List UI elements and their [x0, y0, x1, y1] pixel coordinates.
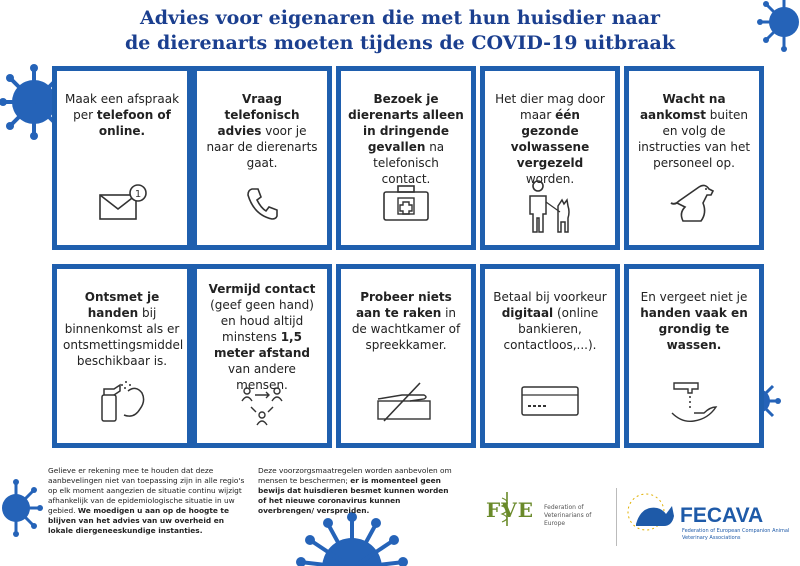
card-text: En vergeet niet je: [640, 290, 748, 304]
virus-icon: [754, 0, 800, 58]
footer-text: Gelieve er rekening mee te houden dat deze aanbevelingen niet van toepassing zijn in alle regio's op elk moment aangezien de situatie continu wijzigt afhankelijk van de epidemiologische situatie in uw gebied.: [48, 466, 245, 515]
card-text-bold: Bezoek je dierenarts alleen in dringende gevallen: [348, 92, 464, 154]
advice-card-urgent-only: [336, 66, 476, 250]
card-text: (geef geen hand) en houd altijd minstens: [210, 298, 314, 344]
credit-card-icon: [520, 383, 580, 419]
footer-text-bold: er is momenteel geen bewijs dat huisdieren besmet kunnen worden of het nieuwe coronavirus kunnen overbrengen/ verspreiden.: [258, 476, 449, 515]
advice-card-wash-hands: [624, 264, 764, 448]
notification-count: 1: [134, 189, 142, 200]
advice-card-phone-advice: [192, 66, 332, 250]
advice-card-no-touch: [336, 264, 476, 448]
advice-card-avoid-contact: [192, 264, 332, 448]
footer-text: Deze voorzorgsmaatregelen worden aanbevolen om mensen te beschermen;: [258, 466, 452, 485]
logos-area: [478, 470, 800, 566]
card-text-bold: één gezonde volwassene vergezeld: [510, 108, 590, 170]
envelope-icon: [96, 183, 148, 223]
advice-card-one-adult: [480, 66, 620, 250]
card-text-bold: Vraag telefonisch advies: [217, 92, 300, 138]
phone-icon: [242, 183, 282, 223]
card-text-bold: handen vaak en grondig te wassen.: [640, 306, 748, 352]
card-text: (online bankieren, contactloos,...).: [503, 306, 599, 352]
card-text-bold: telefoon of online.: [96, 108, 171, 138]
fecava-animals-icon: [626, 488, 680, 536]
distance-people-icon: [237, 385, 287, 429]
fve-logo: FVE: [486, 498, 534, 522]
fve-subtitle: Federation of Veterinarians of Europe: [544, 504, 592, 527]
card-text: Betaal bij voorkeur: [493, 290, 607, 304]
card-text: voor je naar de dierenarts gaat.: [206, 124, 318, 170]
card-text: na telefonisch contact.: [373, 140, 445, 186]
footer-text-bold: We moedigen u aan op de hoogte te blijven van het advies van uw overheid en lokale diergeneeskundige instanties.: [48, 506, 229, 535]
card-text-bold: Ontsmet je handen: [84, 290, 160, 320]
card-text: in de wachtkamer of spreekkamer.: [351, 306, 461, 352]
virus-icon: [0, 478, 44, 538]
person-with-dog-icon: [522, 178, 578, 234]
hand-wash-icon: [666, 377, 722, 425]
card-text: bij binnenkomst als er ontsmettingsmiddel beschikbaar is.: [63, 306, 184, 368]
fecava-subtitle: Federation of European Companion Animal Veterinary Associations: [682, 528, 790, 541]
card-text-bold: Vermijd contact: [208, 282, 316, 296]
advice-card-digital-payment: [480, 264, 620, 448]
sitting-dog-icon: [669, 181, 719, 225]
card-text-bold: 1,5 meter afstand: [213, 330, 311, 360]
card-text-bold: Wacht na aankomst: [639, 92, 726, 122]
advice-card-wait-outside: [624, 66, 764, 250]
fecava-logo: FECAVA: [680, 504, 764, 527]
spray-hand-icon: [94, 377, 150, 425]
card-text: Maak een afspraak per: [64, 92, 180, 122]
card-text: worden.: [525, 172, 575, 186]
first-aid-kit-icon: [380, 182, 432, 224]
card-text: Het dier mag door maar: [495, 92, 605, 122]
card-text-bold: Probeer niets aan te raken: [355, 290, 452, 320]
card-text-bold: digitaal: [501, 306, 554, 320]
virus-icon: [296, 510, 408, 566]
advice-card-appointment: [52, 66, 192, 250]
advice-card-disinfect: [52, 264, 192, 448]
page-title: [0, 6, 800, 56]
no-touch-icon: [374, 379, 438, 423]
footer-note: [258, 466, 458, 516]
title-line-1: Advies voor eigenaren die met hun huisdier naar: [139, 7, 661, 29]
title-line-2: de dierenarts moeten tijdens de COVID-19 uitbraak: [124, 32, 676, 54]
logo-divider: [616, 488, 617, 546]
card-text: van andere mensen.: [228, 362, 296, 392]
card-text: buiten en volg de instructies van het personeel op.: [637, 108, 751, 170]
footer-disclaimer: [48, 466, 250, 536]
